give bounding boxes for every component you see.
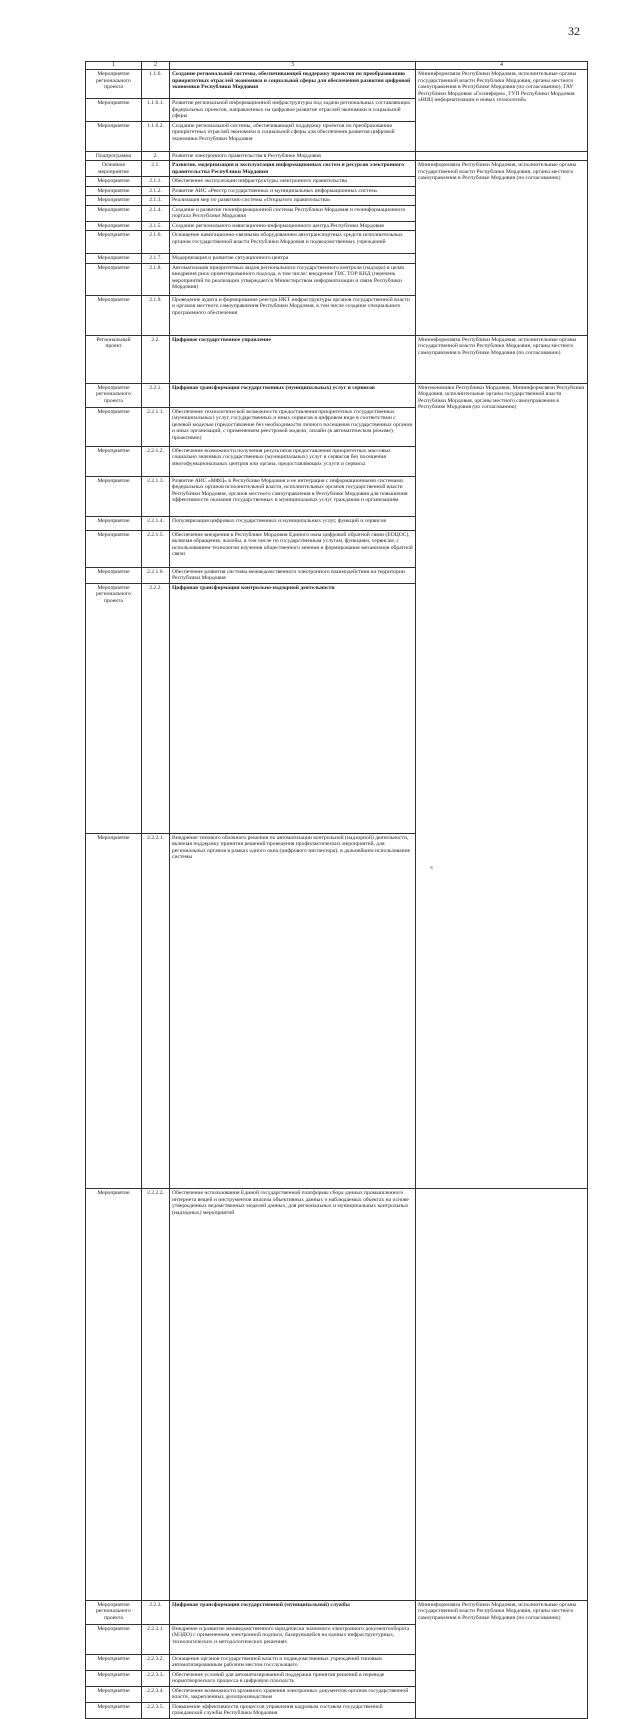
row-number-cell: 2.1.3.	[142, 196, 170, 206]
program-table	[85, 61, 588, 1719]
scan-artifact	[430, 866, 433, 869]
row-number-cell: 1.1.6.1.	[142, 99, 170, 122]
row-type-cell: Мероприятие	[86, 1686, 142, 1702]
row-number-cell: 2.2.1.4.	[142, 516, 170, 530]
row-number-cell: 2.1.4.	[142, 205, 170, 221]
row-title-cell: Модернизация и развитие ситуационного центра	[170, 254, 416, 264]
row-type-cell: Мероприятие	[86, 446, 142, 476]
row-type-cell: Мероприятие	[86, 407, 142, 446]
row-number-cell: 2.2.2.1.	[142, 833, 170, 1189]
row-title-cell: Обеспечение использования Единой государственной платформы сбора данных промышленного интернета вещей и инструментов анализа объективных данных о наблюдаемых объектах на основе утвержденных ведомственных моделей данных, для региональных и муниципальных контрольных (надзорных) мероприятий	[170, 1189, 416, 1600]
row-number-cell: 2.2.2.2.	[142, 1189, 170, 1600]
row-number-cell: 2.1.8.	[142, 263, 170, 295]
row-type-cell: Мероприятие	[86, 567, 142, 583]
row-number-cell: 2.2.2.	[142, 583, 170, 833]
row-title-cell: Обеспечение условий для автоматизированной поддержки принятия решений в переводе нормотворческого процесса в цифровую плоскость	[170, 1670, 416, 1686]
row-type-cell: Мероприятие	[86, 1189, 142, 1600]
row-title-cell: Обеспечение возможности получения результатов предоставления приоритетных массовых социально значимых государственных (муниципальных) услуг и сервисов без посещения многофункциональных центров или органа, предоставляющих услуги и сервисы	[170, 446, 416, 476]
row-responsible-cell	[416, 151, 588, 161]
row-number-cell: 2.1.5.	[142, 221, 170, 231]
row-title-cell: Создание регионального навигационно-информационного центра Республики Мордовия	[170, 221, 416, 231]
row-title-cell: Обеспечение внедрения в Республике Мордовия Единого окна цифровой обратной связи (ЕОЦОС), включая обращения, жалобы, в том числе по государственным услугам, функциям, сервисам, с использованием технологии изучения общественного мнения и формирования механизмов обратной связи	[170, 530, 416, 567]
row-title-cell: Развитие региональной информационной инфраструктуры под задачи региональных составляющих федеральных проектов, направленных на цифровое развитие отраслей экономики и социальной сферы	[170, 99, 416, 122]
row-type-cell: Мероприятие регионального проекта	[86, 70, 142, 99]
row-type-cell: Мероприятие	[86, 221, 142, 231]
row-number-cell: 2.2.	[142, 335, 170, 383]
header-col-2: 2	[142, 62, 170, 70]
table-row	[86, 70, 588, 99]
row-type-cell: Подпрограмма	[86, 151, 142, 161]
row-type-cell: Мероприятие	[86, 205, 142, 221]
row-number-cell: 2.	[142, 151, 170, 161]
table-row	[86, 383, 588, 407]
row-number-cell: 2.2.1.6.	[142, 567, 170, 583]
header-col-3: 3	[170, 62, 416, 70]
row-type-cell: Мероприятие	[86, 254, 142, 264]
row-title-cell: Создание региональной системы, обеспечивающей поддержку проектов по преобразованию приоритетных отраслей экономики и социальной сферы для обеспечения развития цифровой экономики Республики Мордовия	[170, 70, 416, 99]
row-title-cell: Обеспечение технологической возможности предоставления приоритетных государственных (муниципальных) услуг, государственных и иных сервисов в цифровом виде в соответствии с целевой моделью (предоставление без необходимости личного посещения государственных органов и иных организаций, с применением реестровой модели, онлайн (в автоматическом режиме), проактивно)	[170, 407, 416, 446]
row-title-cell: Развитие электронного правительства в Республике Мордовия	[170, 151, 416, 161]
row-title-cell: Обеспечение возможности архивного хранения электронных документов органов государственной власти, закрепленных делопроизводством	[170, 1686, 416, 1702]
row-title-cell: Цифровая трансформация государственной (муниципальной) службы	[170, 1600, 416, 1624]
row-type-cell: Мероприятие	[86, 177, 142, 187]
row-responsible-cell: Мининформсвязи Республики Мордовия, исполнительные органы государственной власти Республики Мордовия, органы местного самоуправления в Республике Мордовия (по согласованию)	[416, 1600, 588, 1718]
row-title-cell: Проведение аудита и формирование реестра ИКТ инфраструктуры органов государственной власти и органов местного самоуправления Республики Мордовия, в том числе создание специального программного обеспечения	[170, 295, 416, 335]
row-type-cell: Мероприятие	[86, 530, 142, 567]
row-title-cell: Создание региональной системы, обеспечивающей поддержку проектов по преобразованию приоритетных отраслей экономики и социальной сферы для обеспечения развития цифровой экономики Республики Мордовия	[170, 121, 416, 151]
row-type-cell: Мероприятие	[86, 99, 142, 122]
row-title-cell: Развитие, модернизация и эксплуатация информационных систем и ресурсов электронного правительства Республики Мордовия	[170, 161, 416, 177]
table-row	[86, 161, 588, 177]
row-responsible-cell: Мининформсвязи Республики Мордовия, исполнительные органы государственной власти Республики Мордовия, органы местного самоуправления в Республике Мордовия (по согласованию), ГАУ Республики Мордовия «Госинформ», ГУП Республики Мордовия «НИЦ информатизации и новых технологий»	[416, 70, 588, 152]
row-title-cell: Реализация мер по развитию системы «Открытого правительства»	[170, 196, 416, 206]
row-number-cell: 2.2.1.3.	[142, 476, 170, 516]
row-type-cell: Мероприятие	[86, 295, 142, 335]
row-number-cell: 2.1.9.	[142, 295, 170, 335]
row-number-cell: 2.1.6.	[142, 231, 170, 254]
row-type-cell: Мероприятие	[86, 1702, 142, 1718]
row-title-cell: Развитие АИС «МФЦ» в Республике Мордовия и ее интеграция с информационными системами федеральных органов исполнительной власти, исполнительных органов государственной власти Республики Мордовия, органов местного самоуправления в Республике Мордовия для повышения эффективности оказания государственных и муниципальных услуг гражданам и организациям	[170, 476, 416, 516]
row-number-cell: 1.1.6.	[142, 70, 170, 99]
row-title-cell: Обеспечение эксплуатации инфраструктуры электронного правительства	[170, 177, 416, 187]
row-number-cell: 2.2.3.5.	[142, 1702, 170, 1718]
row-type-cell: Мероприятие	[86, 516, 142, 530]
row-number-cell: 2.2.3.2.	[142, 1654, 170, 1670]
row-type-cell: Мероприятие	[86, 186, 142, 196]
header-col-4: 4	[416, 62, 588, 70]
row-responsible-cell: Мининформсвязи Республики Мордовия, исполнительные органы государственной власти Республики Мордовия, органы местного самоуправления в Республике Мордовия (по согласованию)	[416, 335, 588, 383]
row-type-cell: Мероприятие	[86, 263, 142, 295]
row-number-cell: 2.1.7.	[142, 254, 170, 264]
row-type-cell: Мероприятие	[86, 1624, 142, 1654]
row-number-cell: 2.2.3.1.	[142, 1624, 170, 1654]
row-type-cell: Мероприятие	[86, 1670, 142, 1686]
program-table-body	[86, 62, 588, 1719]
row-type-cell: Мероприятие	[86, 231, 142, 254]
row-type-cell: Основное мероприятие	[86, 161, 142, 177]
row-number-cell: 2.1.	[142, 161, 170, 177]
row-type-cell: Мероприятие	[86, 833, 142, 1189]
row-title-cell: Обеспечение развития системы межведомственного электронного взаимодействия на территории Республики Мордовия	[170, 567, 416, 583]
row-title-cell: Повышение эффективности процессов управления кадровым составом государственной гражданской службы Республики Мордовия	[170, 1702, 416, 1718]
table-row	[86, 335, 588, 383]
row-type-cell: Мероприятие регионального проекта	[86, 1600, 142, 1624]
table-row	[86, 1600, 588, 1624]
table-row	[86, 1189, 588, 1600]
row-number-cell: 2.2.1.2.	[142, 446, 170, 476]
row-title-cell: Создание и развитие геоинформационной системы Республики Мордовия и геоинформационного портала Республики Мордовия	[170, 205, 416, 221]
row-responsible-cell: Мининформсвязи Республики Мордовия, исполнительные органы государственной власти Республики Мордовия, органы местного самоуправления в Республике Мордовия (по согласованию)	[416, 161, 588, 336]
row-title-cell: Внедрение и развитие межведомственного юридически значимого электронного документооборота (МЭДО) с применением электронной подписи, базирующейся на единых инфраструктурных, технологических и методологических решениях	[170, 1624, 416, 1654]
row-title-cell: Развитие АИС «Реестр государственных и муниципальных информационных систем»	[170, 186, 416, 196]
row-title-cell: Цифровое государственное управление	[170, 335, 416, 383]
row-type-cell: Мероприятие	[86, 476, 142, 516]
row-number-cell: 2.1.2.	[142, 186, 170, 196]
row-title-cell: Цифровая трансформация контрольно-надзорной деятельности	[170, 583, 416, 833]
row-type-cell: Мероприятие	[86, 121, 142, 151]
header-col-1: 1	[86, 62, 142, 70]
header-row	[86, 62, 588, 70]
row-type-cell: Мероприятие	[86, 1654, 142, 1670]
table-row	[86, 151, 588, 161]
row-number-cell: 1.1.6.2.	[142, 121, 170, 151]
row-type-cell: Мероприятие	[86, 196, 142, 206]
page-number: 32	[568, 24, 580, 38]
row-number-cell: 2.2.3.3.	[142, 1670, 170, 1686]
row-title-cell: Оснащение навигационно-связными оборудованием автотранспортных средств исполнительных органов государственной власти Республики Мордовия и подведомственных учреждений	[170, 231, 416, 254]
row-title-cell: Оснащение органов государственной власти и подведомственных учреждений типовым автоматизированным рабочим местом госслужащего	[170, 1654, 416, 1670]
row-type-cell: Мероприятие регионального проекта	[86, 383, 142, 407]
row-number-cell: 2.2.1.5.	[142, 530, 170, 567]
row-type-cell: Региональный проект	[86, 335, 142, 383]
row-number-cell: 2.2.3.	[142, 1600, 170, 1624]
row-responsible-cell: Минэкономики Республики Мордовия, Мининформсвязи Республики Мордовия, исполнительные органы государственной власти Республики Мордовия, органы местного самоуправления в Республике Мордовия (по согласованию)	[416, 383, 588, 1189]
row-title-cell: Популяризация цифровых государственных и муниципальных услуг, функций и сервисов	[170, 516, 416, 530]
row-type-cell: Мероприятие регионального проекта	[86, 583, 142, 833]
row-title-cell: Цифровая трансформация государственных (муниципальных) услуг и сервисов	[170, 383, 416, 407]
row-title-cell: Внедрение типового облачного решения по автоматизации контрольной (надзорной) деятельности, включая поддержку принятия решений проведения профилактических мероприятий, для региональных органов в рамках одного окна (цифрового инспектора), в дальнейшем использование системы	[170, 833, 416, 1189]
row-title-cell: Автоматизация приоритетных видов регионального государственного контроля (надзора) в целях внедрения риск-ориентированного подхода, в том числе: внедрение ГИС ТОР КНД (перечень мероприятий по реализации утверждается Министерством информатизации и связи Республики Мордовия)	[170, 263, 416, 295]
row-number-cell: 2.2.1.1.	[142, 407, 170, 446]
row-number-cell: 2.2.3.4.	[142, 1686, 170, 1702]
row-number-cell: 2.1.1.	[142, 177, 170, 187]
row-number-cell: 2.2.1.	[142, 383, 170, 407]
